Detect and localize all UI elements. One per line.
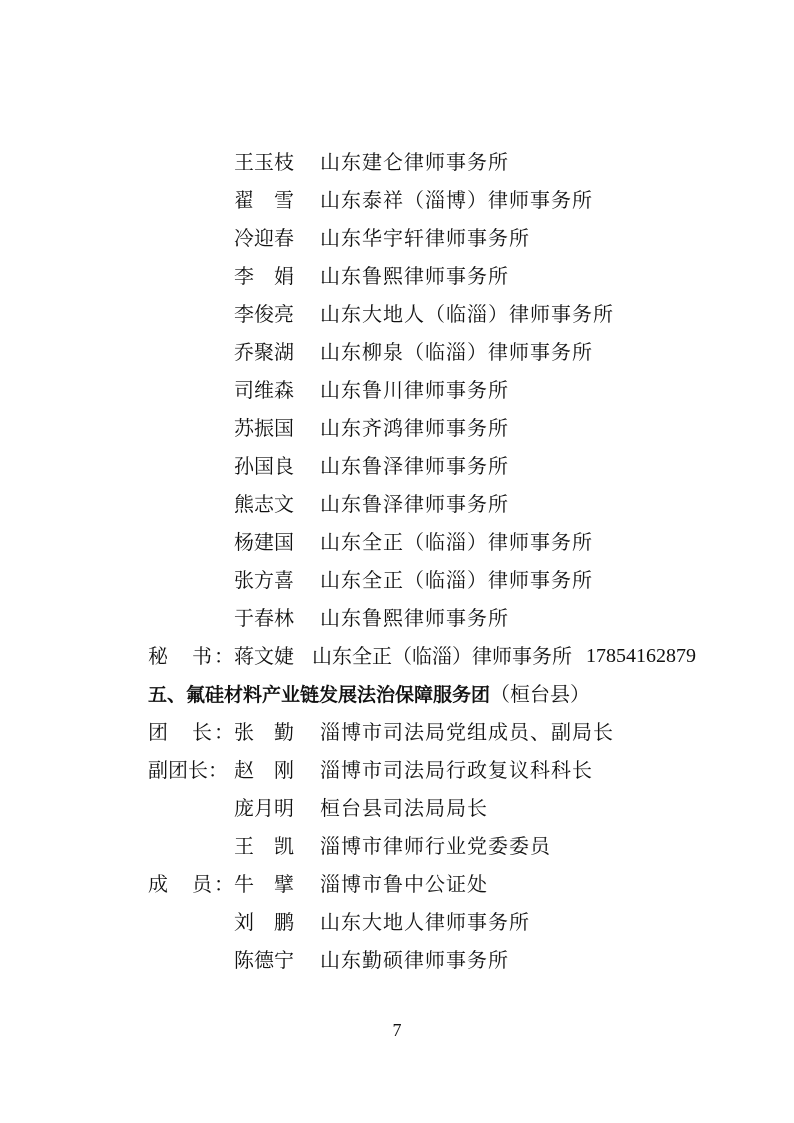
role-colon: ： [214,720,234,744]
member-name: 熊志文 [234,492,294,516]
deputy-org: 桓台县司法局局长 [320,796,488,820]
member-name: 陈德宁 [234,948,294,972]
member-name: 牛 擘 [234,872,294,896]
member-name: 苏振国 [234,416,294,440]
deputy-role: 副团长： [148,758,228,782]
deputy-name: 王 凯 [234,834,294,858]
role-char: 秘 [148,644,168,668]
member-org: 山东大地人（临淄）律师事务所 [320,302,614,326]
member-org: 山东鲁熙律师事务所 [320,606,509,630]
member-name: 张方喜 [234,568,294,592]
deputy-org: 淄博市律师行业党委委员 [320,834,551,858]
role-char: 团 [148,720,168,744]
member-name: 翟 雪 [234,188,294,212]
member-name: 王玉枝 [234,150,294,174]
section-county: （桓台县） [490,682,591,706]
member-name: 李俊亮 [234,302,294,326]
member-name: 李 娟 [234,264,294,288]
member-org: 山东勤硕律师事务所 [320,948,509,972]
deputy-name: 赵 刚 [234,758,294,782]
member-name: 司维森 [234,378,294,402]
member-org: 山东大地人律师事务所 [320,910,530,934]
role-char: 员 [192,872,212,896]
secretary-phone: 17854162879 [586,645,696,667]
leader-org: 淄博市司法局党组成员、副局长 [320,720,614,744]
secretary-org: 山东全正（临淄）律师事务所 [312,644,572,668]
member-org: 山东泰祥（淄博）律师事务所 [320,188,593,212]
page-number: 7 [392,1020,402,1040]
section-title [148,675,590,714]
role-colon: ： [214,644,234,668]
member-org: 山东齐鸿律师事务所 [320,416,509,440]
deputy-org: 淄博市司法局行政复议科科长 [320,758,593,782]
role-char: 书 [192,644,212,668]
member-name: 孙国良 [234,454,294,478]
member-org: 淄博市鲁中公证处 [320,872,488,896]
member-org: 山东全正（临淄）律师事务所 [320,568,593,592]
role-colon: ： [214,872,234,896]
deputy-name: 庞月明 [234,796,294,820]
member-name: 冷迎春 [234,226,294,250]
member-name: 乔聚湖 [234,340,294,364]
member-org: 山东鲁泽律师事务所 [320,454,509,478]
secretary-name: 蒋文婕 [234,644,294,668]
role-char: 成 [148,872,168,896]
role-char: 长 [192,720,212,744]
member-name: 杨建国 [234,530,294,554]
member-name: 于春林 [234,606,294,630]
leader-name: 张 勤 [234,720,294,744]
member-org: 山东鲁川律师事务所 [320,378,509,402]
member-name: 刘 鹏 [234,910,294,934]
member-org: 山东全正（临淄）律师事务所 [320,530,593,554]
member-org: 山东鲁泽律师事务所 [320,492,509,516]
member-org: 山东柳泉（临淄）律师事务所 [320,340,593,364]
member-org: 山东华宇轩律师事务所 [320,226,530,250]
section-title-text: 五、氟硅材料产业链发展法治保障服务团 [148,684,491,706]
member-org: 山东鲁熙律师事务所 [320,264,509,288]
member-org: 山东建仑律师事务所 [320,150,509,174]
